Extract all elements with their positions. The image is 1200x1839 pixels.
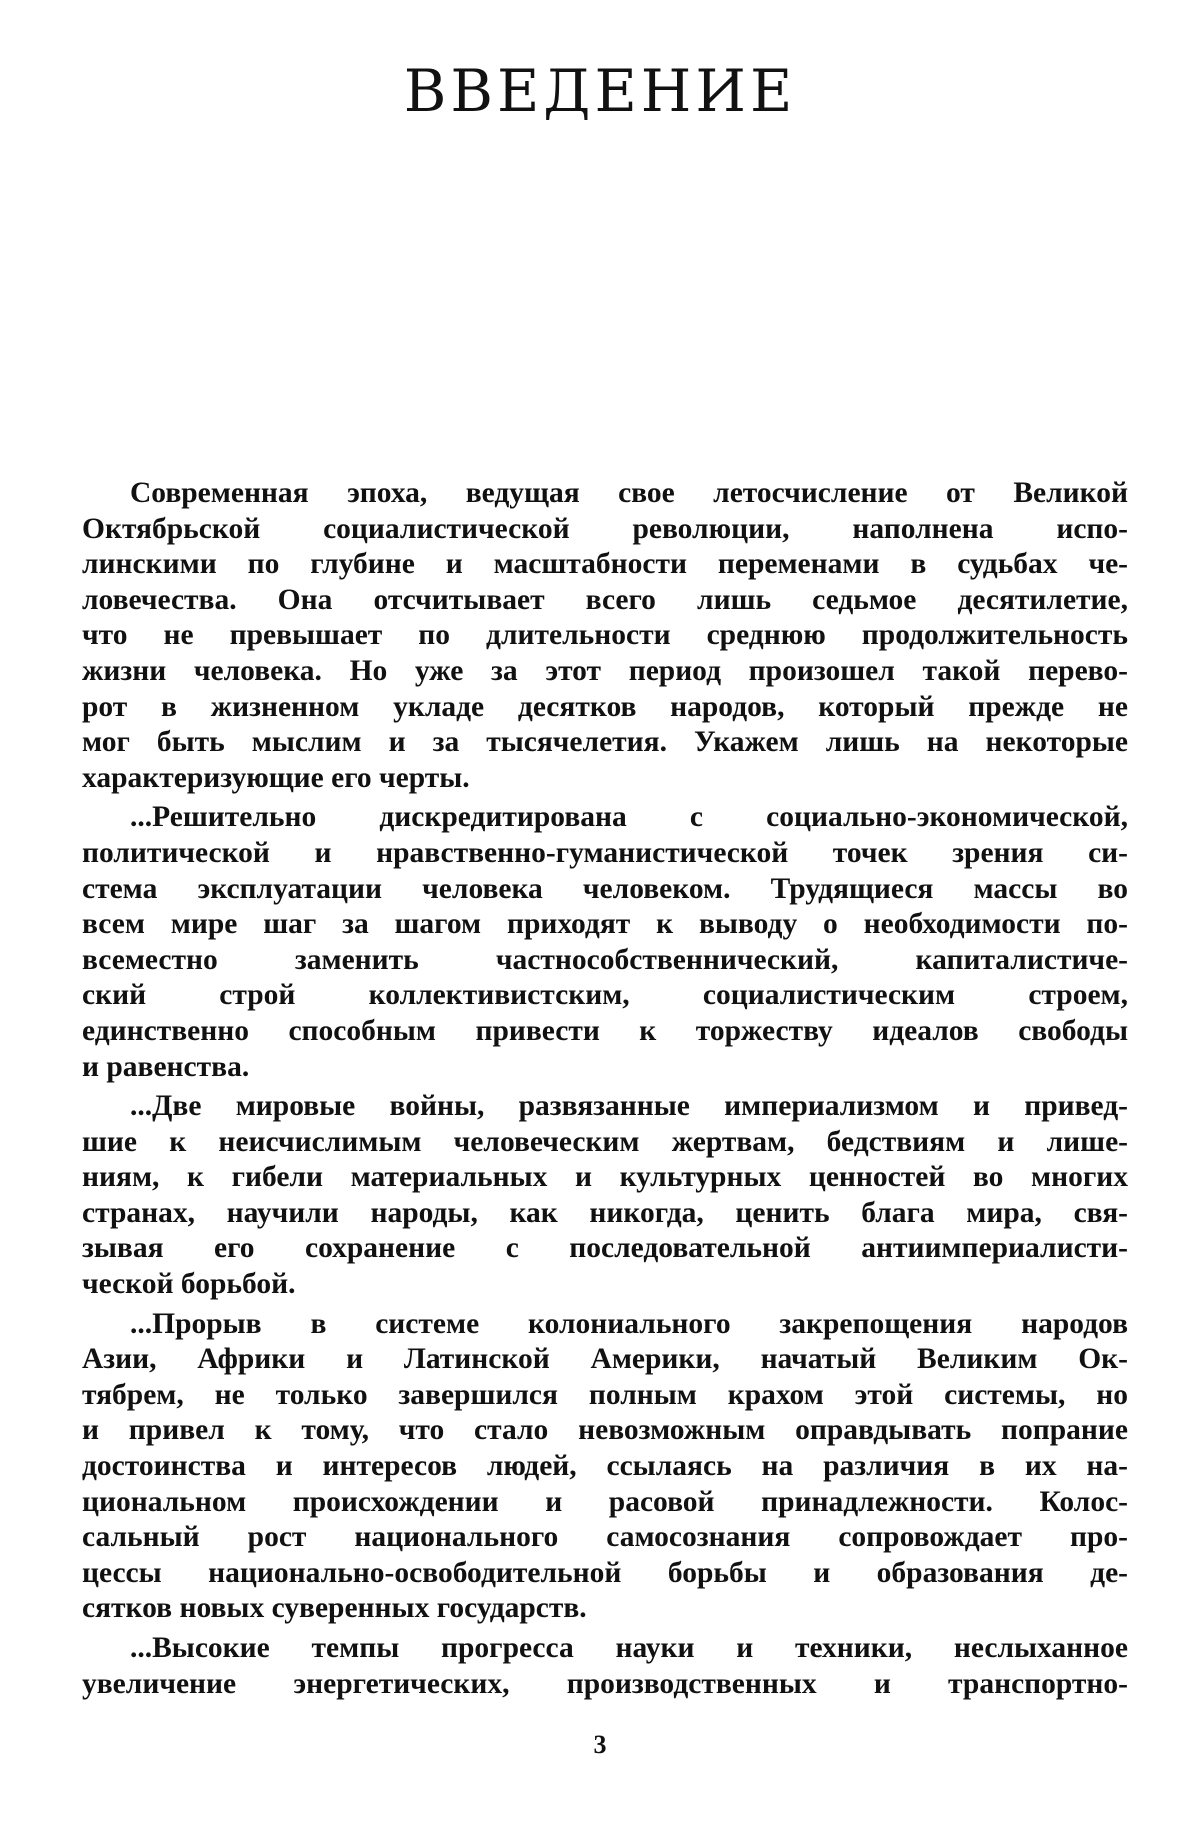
text-line: рот в жизненном укладе десятков народов, который прежде не — [82, 690, 1128, 723]
page-number: 3 — [593, 1730, 607, 1759]
text-line: ловечества. Она отсчитывает всего лишь седьмое десятилетие, — [82, 583, 1128, 616]
paragraph-5 — [82, 1631, 1128, 1702]
text-line: ...Две мировые войны, развязанные империализмом и привед- — [130, 1090, 1128, 1123]
text-line: единственно способным привести к торжеству идеалов свободы — [82, 1014, 1128, 1047]
text-line: и привел к тому, что стало невозможным оправдывать попрание — [82, 1414, 1128, 1447]
text-line: что не превышает по длительности среднюю продолжительность — [82, 619, 1128, 652]
text-line: ...Решительно дискредитирована с социально-экономической, — [130, 801, 1128, 834]
paragraph-4 — [82, 1307, 1128, 1627]
paragraph-2 — [82, 800, 1128, 1085]
text-line: политической и нравственно-гуманистической точек зрения си- — [82, 836, 1128, 869]
text-line: сятков новых суверенных государств. — [82, 1592, 587, 1625]
text-line: линскими по глубине и масштабности переменами в судьбах че- — [82, 548, 1128, 581]
text-line: ...Прорыв в системе колониального закрепощения народов — [130, 1307, 1128, 1340]
paragraph-1 — [82, 476, 1128, 796]
text-line: стема эксплуатации человека человеком. Трудящиеся массы во — [82, 872, 1128, 905]
text-line: шие к неисчислимым человеческим жертвам, бедствиям и лише- — [82, 1125, 1128, 1158]
text-line: ...Высокие темпы прогресса науки и техники, неслыханное — [130, 1632, 1128, 1664]
text-line: странах, научили народы, как никогда, ценить блага мира, свя- — [82, 1196, 1128, 1229]
text-line: Современная эпоха, ведущая свое летосчисление от Великой — [130, 477, 1128, 509]
text-line: жизни человека. Но уже за этот период произошел такой перево- — [82, 654, 1128, 687]
text-line: сальный рост национального самосознания сопровождает про- — [82, 1521, 1128, 1554]
text-line: достоинства и интересов людей, ссылаясь на различия в их на- — [82, 1450, 1128, 1483]
text-line: ческой борьбой. — [82, 1268, 296, 1301]
text-line: цессы национально-освободительной борьбы и образования де- — [82, 1556, 1128, 1589]
text-line: Азии, Африки и Латинской Америки, начатый Великим Ок- — [82, 1343, 1128, 1376]
text-line: Октябрьской социалистической революции, наполнена испо- — [82, 512, 1128, 545]
text-line: всем мире шаг за шагом приходят к выводу о необходимости по- — [82, 908, 1128, 941]
text-line: ский строй коллективистским, социалистическим строем, — [82, 979, 1128, 1012]
text-line: характеризующие его черты. — [82, 761, 470, 794]
text-line: зывая его сохранение с последовательной антиимпериалисти- — [82, 1232, 1128, 1265]
text-line: и равенства. — [82, 1050, 250, 1083]
text-line: мог быть мыслим и за тысячелетия. Укажем лишь на некоторые — [82, 726, 1128, 759]
text-line: ниям, к гибели материальных и культурных ценностей во многих — [82, 1161, 1128, 1194]
paragraph-3 — [82, 1089, 1128, 1303]
text-line: увеличение энергетических, производственных и транспортно- — [82, 1667, 1128, 1700]
page-title: ВВЕДЕНИЕ — [403, 57, 797, 125]
text-line: циональном происхождении и расовой принадлежности. Колос- — [82, 1485, 1128, 1518]
text-line: тябрем, не только завершился полным крахом этой системы, но — [82, 1378, 1128, 1411]
body-text — [82, 476, 1128, 1706]
text-line: всеместно заменить частнособственнический, капиталистиче- — [82, 943, 1128, 976]
